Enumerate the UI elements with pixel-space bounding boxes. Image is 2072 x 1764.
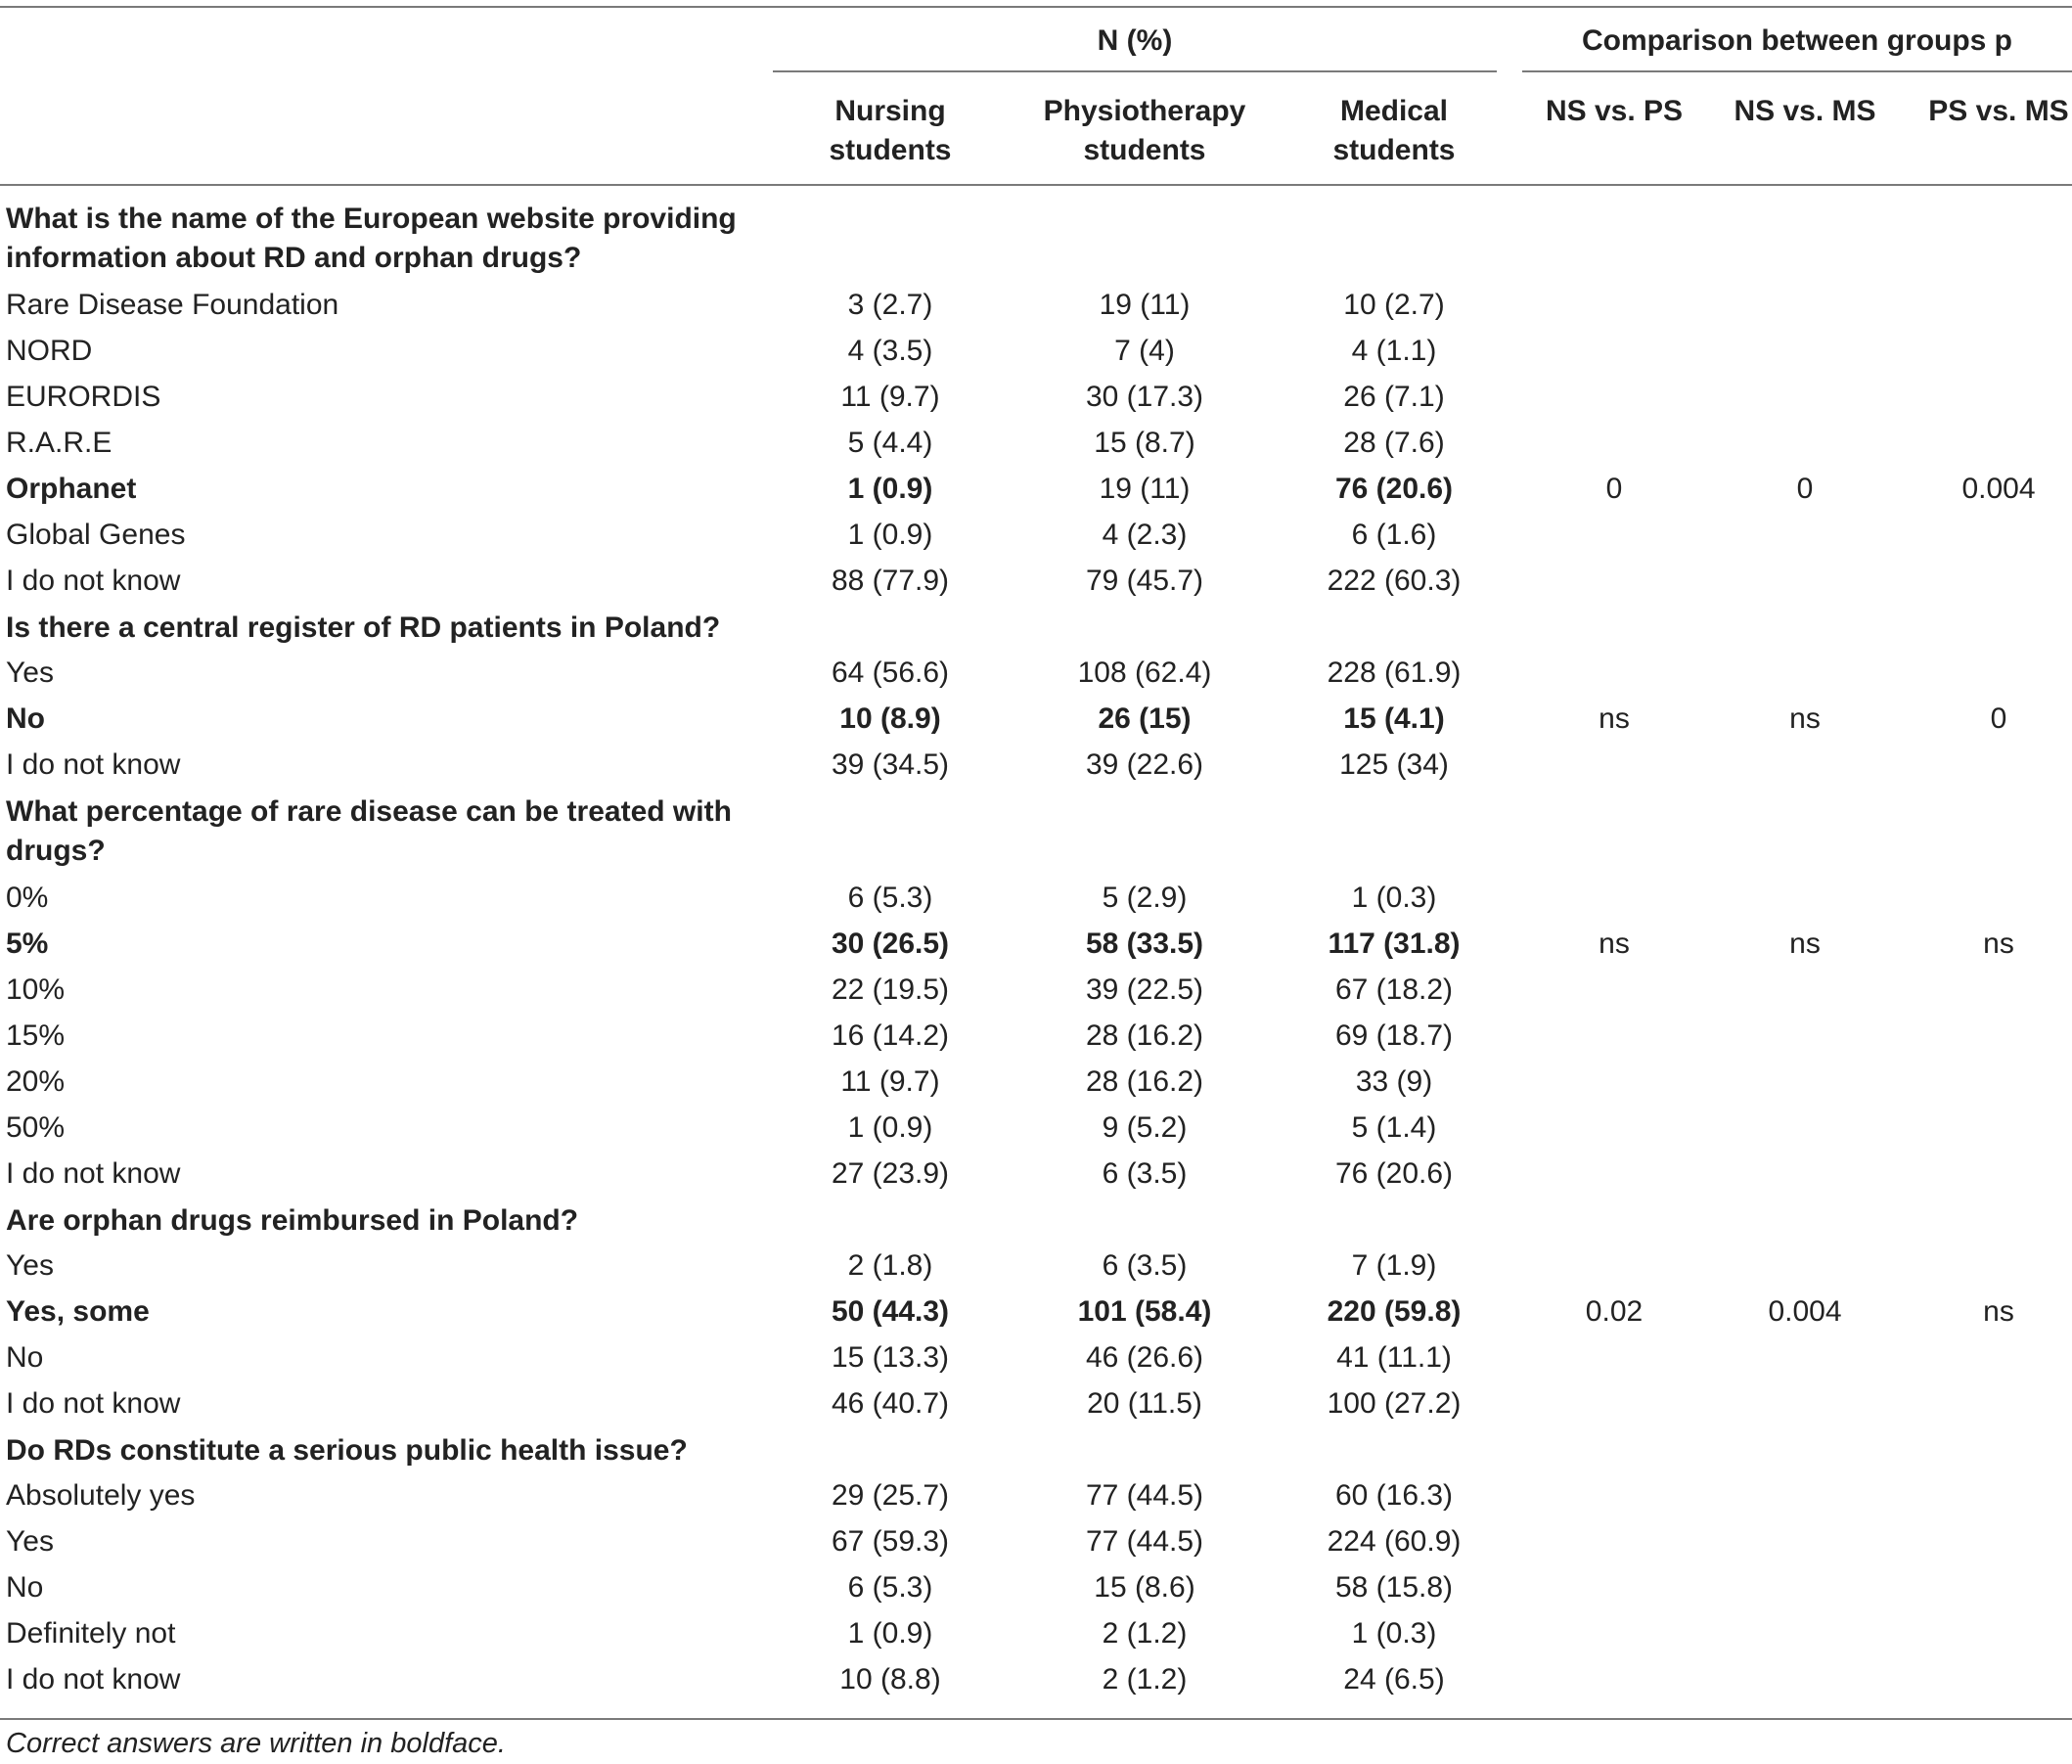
cell-nursing: 22 (19.5) — [831, 973, 950, 1006]
table-row — [0, 1656, 2072, 1702]
table-row-correct — [0, 921, 2072, 967]
cell-p-ps-ms: 0 — [1990, 702, 2007, 735]
table-row — [0, 1380, 2072, 1426]
header-bottom-rule — [0, 184, 2072, 186]
cell-physiotherapy: 2 (1.2) — [1102, 1663, 1188, 1696]
cell-physiotherapy: 77 (44.5) — [1085, 1479, 1204, 1512]
question-central-register: Is there a central register of RD patients in Poland? — [6, 611, 721, 644]
cell-medical: 1 (0.3) — [1351, 882, 1437, 914]
row-label: I do not know — [6, 748, 181, 781]
cell-medical: 60 (16.3) — [1334, 1479, 1454, 1512]
row-label: 0% — [6, 882, 49, 914]
cell-nursing: 6 (5.3) — [847, 882, 933, 914]
row-label: No — [6, 1341, 44, 1374]
table-row — [0, 374, 2072, 420]
row-label: Orphanet — [6, 473, 137, 505]
table-row — [0, 1105, 2072, 1151]
cell-p-ps-ms: ns — [1983, 1295, 2014, 1328]
table-row — [0, 967, 2072, 1013]
row-label: Yes — [6, 656, 54, 689]
header-group-n: N (%) — [1097, 24, 1173, 57]
cell-nursing: 4 (3.5) — [847, 335, 933, 367]
cell-p-ns-ps: 0 — [1605, 473, 1623, 505]
cell-nursing: 10 (8.8) — [839, 1663, 941, 1696]
header-group-p-rule — [1522, 70, 2072, 72]
table-row — [0, 282, 2072, 328]
cell-medical: 4 (1.1) — [1351, 335, 1437, 367]
row-label: EURORDIS — [6, 381, 161, 413]
row-label: 10% — [6, 973, 66, 1006]
cell-p-ns-ps: ns — [1599, 702, 1630, 735]
cell-nursing: 2 (1.8) — [847, 1249, 933, 1282]
table-bottom-rule — [0, 1718, 2072, 1720]
row-label: Yes, some — [6, 1295, 150, 1328]
cell-medical: 33 (9) — [1355, 1065, 1433, 1098]
row-label: R.A.R.E — [6, 427, 113, 459]
table-row — [0, 1151, 2072, 1197]
cell-physiotherapy: 58 (33.5) — [1085, 927, 1204, 960]
cell-physiotherapy: 7 (4) — [1114, 335, 1175, 367]
cell-nursing: 5 (4.4) — [847, 427, 933, 459]
table-row — [0, 328, 2072, 374]
table-row — [0, 512, 2072, 558]
header-group-p: Comparison between groups p — [1581, 24, 2013, 57]
cell-medical: 28 (7.6) — [1343, 427, 1445, 459]
table-row-correct — [0, 1289, 2072, 1334]
row-label: I do not know — [6, 1663, 181, 1696]
cell-p-ns-ps: 0.02 — [1585, 1295, 1644, 1328]
question-european-website: What is the name of the European website providing information about RD and orphan drugs? — [6, 203, 737, 274]
row-label: No — [6, 702, 45, 735]
table-row — [0, 558, 2072, 604]
table-footnote: Correct answers are written in boldface. — [6, 1728, 506, 1759]
question-public-health-issue: Do RDs constitute a serious public health issue? — [6, 1434, 688, 1467]
table-row — [0, 1059, 2072, 1105]
cell-physiotherapy: 4 (2.3) — [1102, 519, 1188, 551]
cell-medical: 69 (18.7) — [1334, 1019, 1454, 1052]
cell-medical: 24 (6.5) — [1343, 1663, 1445, 1696]
cell-physiotherapy: 19 (11) — [1099, 289, 1191, 321]
row-label: NORD — [6, 335, 93, 367]
cell-nursing: 1 (0.9) — [847, 1111, 933, 1144]
cell-p-ns-ms: ns — [1789, 702, 1821, 735]
cell-nursing: 1 (0.9) — [847, 519, 933, 551]
table-row — [0, 875, 2072, 921]
cell-medical: 224 (60.9) — [1327, 1525, 1462, 1558]
table-row — [0, 420, 2072, 466]
cell-medical: 76 (20.6) — [1334, 1157, 1454, 1190]
cell-nursing: 16 (14.2) — [831, 1019, 950, 1052]
row-label: I do not know — [6, 1387, 181, 1420]
cell-medical: 1 (0.3) — [1351, 1617, 1437, 1650]
cell-physiotherapy: 28 (16.2) — [1085, 1065, 1204, 1098]
col-header-ns-vs-ps: NS vs. PS — [1545, 95, 1684, 127]
cell-medical: 15 (4.1) — [1343, 702, 1445, 735]
cell-p-ns-ms: 0 — [1796, 473, 1814, 505]
cell-nursing: 64 (56.6) — [831, 656, 950, 689]
cell-nursing: 1 (0.9) — [847, 1617, 933, 1650]
row-label: 20% — [6, 1065, 66, 1098]
col-header-nursing: Nursing students — [829, 95, 952, 166]
table-row — [0, 1334, 2072, 1380]
cell-medical: 228 (61.9) — [1327, 656, 1462, 689]
cell-p-ps-ms: 0.004 — [1961, 473, 2036, 505]
cell-medical: 125 (34) — [1339, 748, 1449, 781]
cell-medical: 10 (2.7) — [1343, 289, 1445, 321]
header-group-n-rule — [773, 70, 1497, 72]
row-label: Definitely not — [6, 1617, 176, 1650]
cell-medical: 67 (18.2) — [1334, 973, 1454, 1006]
cell-nursing: 11 (9.7) — [840, 1065, 940, 1098]
table-row — [0, 1564, 2072, 1610]
cell-nursing: 3 (2.7) — [847, 289, 933, 321]
row-label: Yes — [6, 1249, 54, 1282]
row-label: 50% — [6, 1111, 66, 1144]
cell-medical: 26 (7.1) — [1343, 381, 1445, 413]
cell-p-ns-ms: 0.004 — [1768, 1295, 1842, 1328]
cell-medical: 41 (11.1) — [1336, 1341, 1452, 1374]
cell-nursing: 50 (44.3) — [831, 1295, 950, 1328]
table-row — [0, 1518, 2072, 1564]
cell-physiotherapy: 39 (22.6) — [1085, 748, 1204, 781]
row-label: 5% — [6, 927, 49, 960]
cell-nursing: 88 (77.9) — [831, 565, 950, 597]
cell-physiotherapy: 101 (58.4) — [1077, 1295, 1212, 1328]
cell-nursing: 30 (26.5) — [831, 927, 950, 960]
cell-physiotherapy: 6 (3.5) — [1102, 1249, 1188, 1282]
table-row — [0, 1243, 2072, 1289]
cell-physiotherapy: 9 (5.2) — [1102, 1111, 1188, 1144]
row-label: 15% — [6, 1019, 66, 1052]
cell-nursing: 10 (8.9) — [839, 702, 941, 735]
table-top-rule — [0, 6, 2072, 8]
cell-physiotherapy: 30 (17.3) — [1085, 381, 1204, 413]
cell-physiotherapy: 19 (11) — [1099, 473, 1191, 505]
cell-nursing: 15 (13.3) — [831, 1341, 950, 1374]
table-row — [0, 1013, 2072, 1059]
table-row-correct — [0, 696, 2072, 742]
cell-medical: 100 (27.2) — [1327, 1387, 1462, 1420]
cell-nursing: 67 (59.3) — [831, 1525, 950, 1558]
row-label: Global Genes — [6, 519, 186, 551]
cell-p-ns-ps: ns — [1599, 927, 1630, 960]
col-header-ns-vs-ms: NS vs. MS — [1734, 95, 1876, 127]
cell-physiotherapy: 5 (2.9) — [1102, 882, 1188, 914]
cell-physiotherapy: 2 (1.2) — [1102, 1617, 1188, 1650]
row-label: No — [6, 1571, 44, 1604]
cell-physiotherapy: 46 (26.6) — [1085, 1341, 1204, 1374]
cell-physiotherapy: 28 (16.2) — [1085, 1019, 1204, 1052]
row-label: Rare Disease Foundation — [6, 289, 339, 321]
cell-physiotherapy: 26 (15) — [1098, 702, 1192, 735]
cell-physiotherapy: 77 (44.5) — [1085, 1525, 1204, 1558]
row-label: I do not know — [6, 1157, 181, 1190]
table-row — [0, 650, 2072, 696]
cell-medical: 7 (1.9) — [1351, 1249, 1437, 1282]
cell-nursing: 39 (34.5) — [831, 748, 950, 781]
cell-physiotherapy: 15 (8.7) — [1094, 427, 1195, 459]
col-header-ps-vs-ms: PS vs. MS — [1928, 95, 2069, 127]
cell-physiotherapy: 79 (45.7) — [1085, 565, 1204, 597]
question-orphan-drugs-reimbursed: Are orphan drugs reimbursed in Poland? — [6, 1204, 579, 1237]
row-label: Absolutely yes — [6, 1479, 196, 1512]
cell-physiotherapy: 108 (62.4) — [1077, 656, 1212, 689]
row-label: I do not know — [6, 565, 181, 597]
cell-nursing: 1 (0.9) — [847, 473, 933, 505]
cell-nursing: 46 (40.7) — [831, 1387, 950, 1420]
cell-nursing: 27 (23.9) — [831, 1157, 950, 1190]
question-percentage-treatable: What percentage of rare disease can be treated with drugs? — [6, 795, 732, 867]
table-row-correct — [0, 466, 2072, 512]
col-header-medical: Medical students — [1332, 95, 1456, 166]
col-header-physiotherapy: Physiotherapy students — [1043, 95, 1246, 166]
table-row — [0, 742, 2072, 788]
cell-medical: 58 (15.8) — [1334, 1571, 1454, 1604]
cell-medical: 117 (31.8) — [1328, 927, 1461, 960]
table-row — [0, 1610, 2072, 1656]
row-label: Yes — [6, 1525, 54, 1558]
cell-medical: 76 (20.6) — [1334, 473, 1454, 505]
cell-physiotherapy: 6 (3.5) — [1102, 1157, 1188, 1190]
cell-nursing: 6 (5.3) — [847, 1571, 933, 1604]
cell-physiotherapy: 15 (8.6) — [1094, 1571, 1195, 1604]
cell-p-ns-ms: ns — [1789, 927, 1821, 960]
cell-p-ps-ms: ns — [1983, 927, 2014, 960]
cell-physiotherapy: 20 (11.5) — [1087, 1387, 1202, 1420]
cell-nursing: 29 (25.7) — [831, 1479, 950, 1512]
cell-physiotherapy: 39 (22.5) — [1085, 973, 1204, 1006]
table-row — [0, 1472, 2072, 1518]
cell-medical: 220 (59.8) — [1327, 1295, 1462, 1328]
cell-medical: 222 (60.3) — [1327, 565, 1462, 597]
cell-medical: 5 (1.4) — [1351, 1111, 1437, 1144]
cell-medical: 6 (1.6) — [1351, 519, 1437, 551]
cell-nursing: 11 (9.7) — [840, 381, 940, 413]
